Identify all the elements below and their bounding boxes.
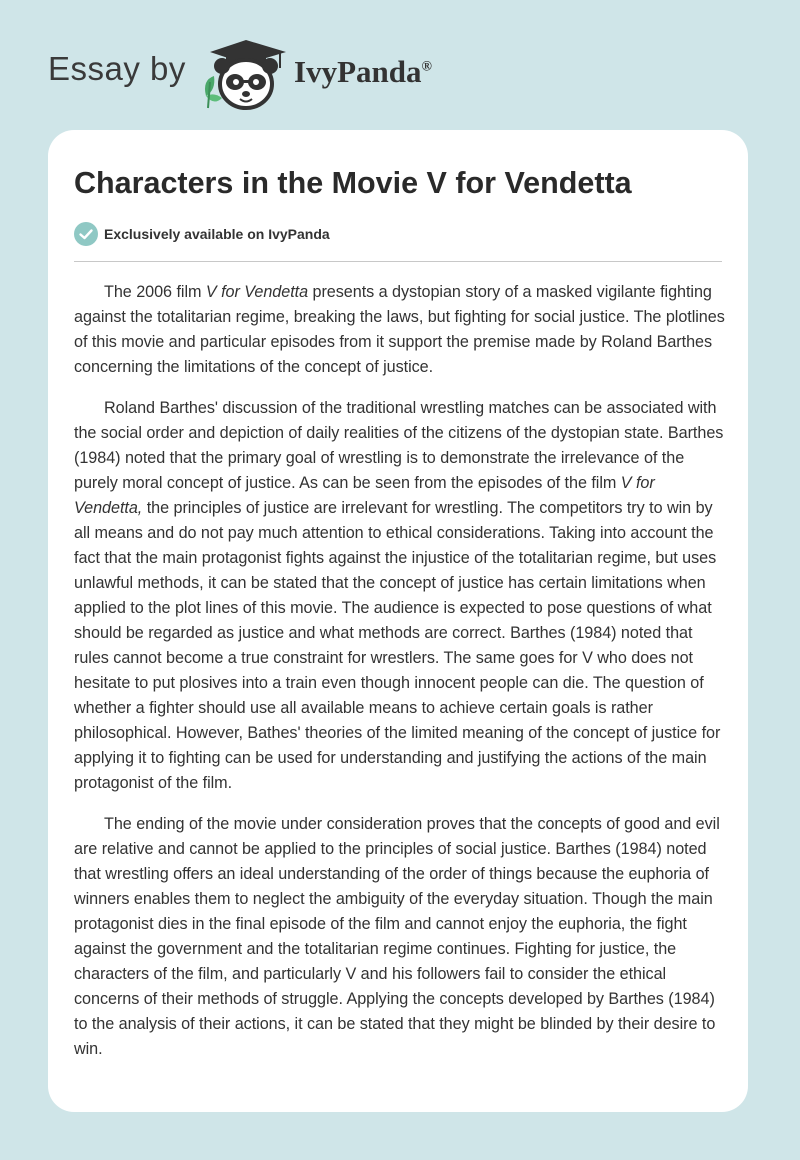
page-title: Characters in the Movie V for Vendetta (74, 166, 632, 200)
essay-paragraph (74, 812, 726, 1062)
paragraph-text: presents a dystopian story of a masked vigilante fighting against the totalitarian regime, breaking the laws, but fighting for social justice. The plotlines of this movie and particular episodes from it support the premise made by Roland Barthes concerning the limitations of the concept of justice. (74, 283, 725, 376)
brand-name[interactable]: IvyPanda® (294, 54, 432, 89)
essay-by-label: Essay by (48, 50, 186, 87)
essay-paragraph (74, 396, 726, 796)
paragraph-text: The ending of the movie under consideration proves that the concepts of good and evil are relative and cannot be applied to the principles of social justice. Barthes (1984) noted that wrestling offers an ideal understanding of the order of things because the euphoria of winners enables them to neglect the ambiguity of the everyday situation. Though the main protagonist dies in the final episode of the film and cannot enjoy the euphoria, the fight against the government and the totalitarian regime continues. Fighting for justice, the characters of the film, and particularly V and his followers fail to consider the ethical concerns of their methods of struggle. Applying the concepts developed by Barthes (1984) to the analysis of their actions, it can be stated that they might be blinded by their desire to win. (74, 815, 720, 1058)
title-divider (74, 261, 722, 262)
registered-mark: ® (421, 59, 432, 75)
exclusive-badge-label: Exclusively available on IvyPanda (104, 226, 330, 242)
paragraph-text: The 2006 film (104, 283, 206, 301)
site-header (0, 0, 800, 128)
essay-paragraph (74, 280, 726, 380)
paragraph-text: Roland Barthes' discussion of the traditional wrestling matches can be associated with the social order and depiction of daily realities of the citizens of the dystopian state. Barthes (1984) noted that the primary goal of wrestling is to demonstrate the irrelevance of the purely moral concept of justice. As can be seen from the episodes of the film (74, 399, 724, 492)
essay-body (74, 280, 726, 1078)
paragraph-text: the principles of justice are irrelevant for wrestling. The competitors try to win by all means and do not pay much attention to ethical considerations. Taking into account the fact that the main protagonist fights against the injustice of the totalitarian regime, but uses unlawful methods, it can be stated that the concept of justice has certain limitations when applied to the plot lines of this movie. The audience is expected to pose questions of what should be regarded as justice and what methods are correct. Barthes (1984) noted that rules cannot become a true constraint for wrestlers. The same goes for V who does not hesitate to put plosives into a train even though innocent people can die. The question of whether a fighter should use all available means to achieve certain goals is rather philosophical. However, Bathes' theories of the limited meaning of the concept of justice for applying it to fighting can be used for understanding and justifying the actions of the main protagonist of the film. (74, 499, 721, 792)
film-title-italic: V for Vendetta (205, 283, 309, 301)
essay-card (48, 130, 748, 1112)
film-title-italic: V for Vendetta, (74, 474, 655, 517)
exclusive-badge (74, 222, 330, 246)
panda-logo-icon[interactable] (200, 36, 292, 112)
check-badge-icon (74, 222, 98, 246)
